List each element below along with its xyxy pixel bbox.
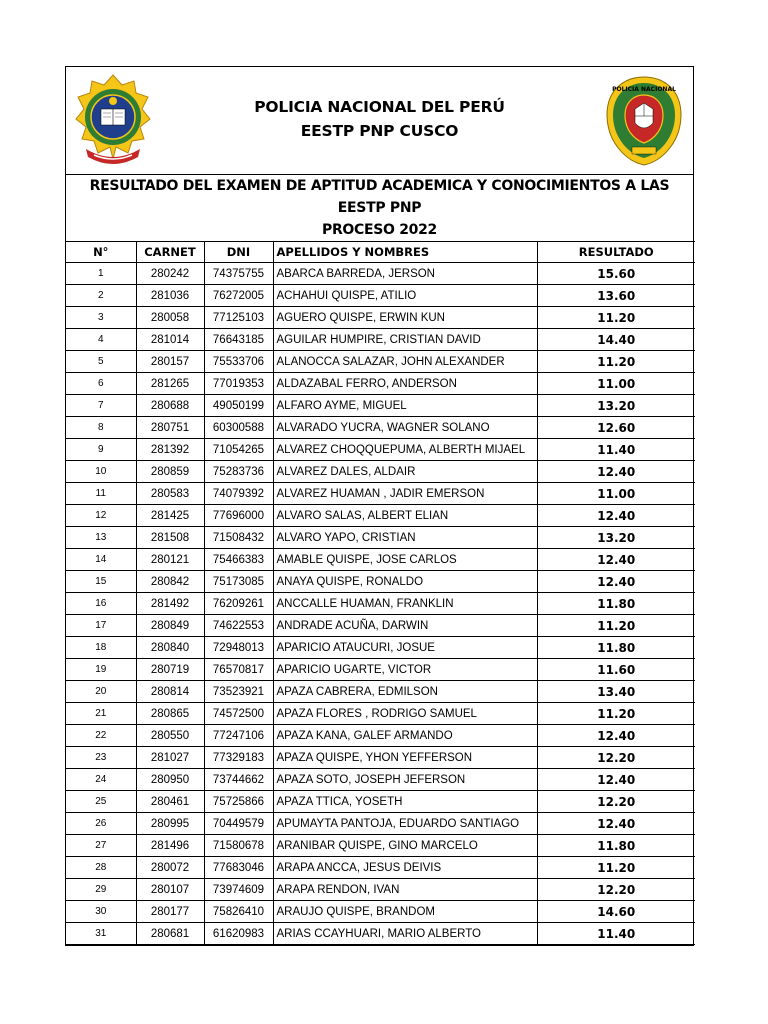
cell-nombre: APARICIO UGARTE, VICTOR	[273, 659, 537, 681]
cell-nombre: ALDAZABAL FERRO, ANDERSON	[273, 373, 537, 395]
cell-dni: 72948013	[204, 637, 273, 659]
header-titles	[166, 95, 593, 143]
cell-dni: 73974609	[204, 879, 273, 901]
cell-nombre: APAZA KANA, GALEF ARMANDO	[273, 725, 537, 747]
table-row	[66, 483, 695, 505]
column-header-nombres: APELLIDOS Y NOMBRES	[273, 242, 537, 263]
cell-resultado: 12.40	[537, 571, 695, 593]
cell-dni: 75283736	[204, 461, 273, 483]
cell-num: 1	[66, 263, 136, 285]
cell-carnet: 280157	[136, 351, 204, 373]
cell-nombre: ALVARADO YUCRA, WAGNER SOLANO	[273, 417, 537, 439]
table-row	[66, 417, 695, 439]
cell-nombre: ARANIBAR QUISPE, GINO MARCELO	[273, 835, 537, 857]
cell-num: 11	[66, 483, 136, 505]
column-header-carnet: CARNET	[136, 242, 204, 263]
cell-carnet: 280177	[136, 901, 204, 923]
cell-resultado: 11.80	[537, 835, 695, 857]
column-header-dni: DNI	[204, 242, 273, 263]
cell-dni: 73744662	[204, 769, 273, 791]
cell-nombre: APAZA QUISPE, YHON YEFFERSON	[273, 747, 537, 769]
cell-resultado: 14.60	[537, 901, 695, 923]
cell-nombre: ALVAREZ CHOQQUEPUMA, ALBERTH MIJAEL	[273, 439, 537, 461]
table-row	[66, 527, 695, 549]
cell-nombre: ALVAREZ HUAMAN , JADIR EMERSON	[273, 483, 537, 505]
cell-nombre: ALVARO SALAS, ALBERT ELIAN	[273, 505, 537, 527]
table-row	[66, 263, 695, 285]
cell-dni: 74572500	[204, 703, 273, 725]
cell-dni: 77696000	[204, 505, 273, 527]
cell-resultado: 13.60	[537, 285, 695, 307]
cell-carnet: 280849	[136, 615, 204, 637]
cell-num: 29	[66, 879, 136, 901]
cell-dni: 60300588	[204, 417, 273, 439]
header-title-line2: EESTP PNP CUSCO	[300, 122, 459, 140]
cell-carnet: 281265	[136, 373, 204, 395]
subtitle-line3: PROCESO 2022	[321, 222, 437, 238]
cell-nombre: ANDRADE ACUÑA, DARWIN	[273, 615, 537, 637]
cell-carnet: 280719	[136, 659, 204, 681]
cell-resultado: 11.20	[537, 307, 695, 329]
table-row	[66, 549, 695, 571]
cell-nombre: APAZA FLORES , RODRIGO SAMUEL	[273, 703, 537, 725]
cell-resultado: 11.80	[537, 593, 695, 615]
cell-num: 30	[66, 901, 136, 923]
cell-carnet: 280751	[136, 417, 204, 439]
cell-num: 10	[66, 461, 136, 483]
cell-nombre: ARAPA ANCCA, JESUS DEIVIS	[273, 857, 537, 879]
cell-dni: 75466383	[204, 549, 273, 571]
cell-num: 31	[66, 923, 136, 945]
cell-num: 26	[66, 813, 136, 835]
cell-num: 3	[66, 307, 136, 329]
results-table	[66, 241, 695, 945]
cell-num: 21	[66, 703, 136, 725]
table-row	[66, 725, 695, 747]
cell-carnet: 280058	[136, 307, 204, 329]
cell-resultado: 11.40	[537, 923, 695, 945]
cell-num: 5	[66, 351, 136, 373]
cell-nombre: APAZA TTICA, YOSETH	[273, 791, 537, 813]
cell-dni: 75173085	[204, 571, 273, 593]
cell-num: 9	[66, 439, 136, 461]
cell-nombre: APARICIO ATAUCURI, JOSUE	[273, 637, 537, 659]
table-row	[66, 637, 695, 659]
cell-num: 23	[66, 747, 136, 769]
cell-carnet: 280950	[136, 769, 204, 791]
cell-dni: 75826410	[204, 901, 273, 923]
cell-nombre: AGUERO QUISPE, ERWIN KUN	[273, 307, 537, 329]
policia-nacional-badge-icon	[605, 75, 683, 167]
cell-num: 25	[66, 791, 136, 813]
cell-resultado: 12.40	[537, 505, 695, 527]
table-row	[66, 769, 695, 791]
document-header	[66, 67, 693, 175]
document-subtitle	[66, 175, 693, 241]
cell-resultado: 13.40	[537, 681, 695, 703]
cell-carnet: 280550	[136, 725, 204, 747]
cell-num: 2	[66, 285, 136, 307]
cell-num: 7	[66, 395, 136, 417]
table-row	[66, 791, 695, 813]
cell-nombre: ARAUJO QUISPE, BRANDOM	[273, 901, 537, 923]
table-row	[66, 439, 695, 461]
cell-carnet: 280865	[136, 703, 204, 725]
table-row	[66, 681, 695, 703]
table-row	[66, 571, 695, 593]
cell-carnet: 280814	[136, 681, 204, 703]
table-row	[66, 593, 695, 615]
cell-resultado: 12.20	[537, 791, 695, 813]
cell-nombre: APAZA SOTO, JOSEPH JEFERSON	[273, 769, 537, 791]
cell-dni: 61620983	[204, 923, 273, 945]
cell-nombre: ANAYA QUISPE, RONALDO	[273, 571, 537, 593]
table-row	[66, 923, 695, 945]
cell-dni: 71580678	[204, 835, 273, 857]
cell-dni: 74375755	[204, 263, 273, 285]
cell-num: 28	[66, 857, 136, 879]
cell-num: 8	[66, 417, 136, 439]
cell-resultado: 11.60	[537, 659, 695, 681]
table-row	[66, 835, 695, 857]
table-header-row	[66, 242, 695, 263]
cell-resultado: 11.00	[537, 373, 695, 395]
table-row	[66, 857, 695, 879]
cell-resultado: 11.20	[537, 351, 695, 373]
table-row	[66, 461, 695, 483]
subtitle-line1: RESULTADO DEL EXAMEN DE APTITUD ACADEMICA Y CONOCIMIENTOS A LAS	[89, 178, 670, 194]
cell-num: 19	[66, 659, 136, 681]
cell-carnet: 281392	[136, 439, 204, 461]
cell-resultado: 12.20	[537, 879, 695, 901]
cell-resultado: 12.40	[537, 769, 695, 791]
header-title-line1: POLICIA NACIONAL DEL PERÚ	[254, 98, 505, 116]
cell-resultado: 13.20	[537, 527, 695, 549]
cell-resultado: 11.40	[537, 439, 695, 461]
cell-resultado: 11.20	[537, 615, 695, 637]
cell-nombre: ALVARO YAPO, CRISTIAN	[273, 527, 537, 549]
cell-resultado: 12.40	[537, 549, 695, 571]
subtitle-line2: EESTP PNP	[337, 200, 422, 216]
cell-nombre: ARIAS CCAYHUARI, MARIO ALBERTO	[273, 923, 537, 945]
cell-nombre: ARAPA RENDON, IVAN	[273, 879, 537, 901]
cell-carnet: 280121	[136, 549, 204, 571]
cell-carnet: 280681	[136, 923, 204, 945]
cell-nombre: ALFARO AYME, MIGUEL	[273, 395, 537, 417]
column-header-resultado: RESULTADO	[537, 242, 695, 263]
cell-carnet: 280859	[136, 461, 204, 483]
cell-carnet: 280242	[136, 263, 204, 285]
cell-dni: 71508432	[204, 527, 273, 549]
cell-carnet: 281508	[136, 527, 204, 549]
cell-num: 22	[66, 725, 136, 747]
cell-dni: 77329183	[204, 747, 273, 769]
cell-num: 12	[66, 505, 136, 527]
cell-dni: 77019353	[204, 373, 273, 395]
cell-carnet: 280840	[136, 637, 204, 659]
cell-nombre: ABARCA BARREDA, JERSON	[273, 263, 537, 285]
cell-resultado: 11.00	[537, 483, 695, 505]
cell-resultado: 12.40	[537, 813, 695, 835]
school-crest-emblem-icon	[72, 73, 154, 167]
table-row	[66, 285, 695, 307]
cell-nombre: ALANOCCA SALAZAR, JOHN ALEXANDER	[273, 351, 537, 373]
cell-dni: 70449579	[204, 813, 273, 835]
cell-nombre: APUMAYTA PANTOJA, EDUARDO SANTIAGO	[273, 813, 537, 835]
cell-num: 27	[66, 835, 136, 857]
table-row	[66, 813, 695, 835]
cell-num: 13	[66, 527, 136, 549]
cell-nombre: APAZA CABRERA, EDMILSON	[273, 681, 537, 703]
table-row	[66, 879, 695, 901]
cell-dni: 76272005	[204, 285, 273, 307]
cell-dni: 76570817	[204, 659, 273, 681]
cell-num: 16	[66, 593, 136, 615]
cell-resultado: 13.20	[537, 395, 695, 417]
cell-dni: 74079392	[204, 483, 273, 505]
table-row	[66, 747, 695, 769]
cell-resultado: 14.40	[537, 329, 695, 351]
cell-carnet: 281496	[136, 835, 204, 857]
cell-resultado: 11.20	[537, 857, 695, 879]
cell-nombre: ALVAREZ DALES, ALDAIR	[273, 461, 537, 483]
table-row	[66, 395, 695, 417]
cell-carnet: 281036	[136, 285, 204, 307]
cell-resultado: 12.60	[537, 417, 695, 439]
cell-nombre: ANCCALLE HUAMAN, FRANKLIN	[273, 593, 537, 615]
table-row	[66, 373, 695, 395]
cell-num: 15	[66, 571, 136, 593]
table-row	[66, 505, 695, 527]
cell-num: 4	[66, 329, 136, 351]
cell-dni: 76643185	[204, 329, 273, 351]
column-header-num: N°	[66, 242, 136, 263]
cell-dni: 73523921	[204, 681, 273, 703]
cell-num: 17	[66, 615, 136, 637]
cell-resultado: 15.60	[537, 263, 695, 285]
document-sheet	[65, 66, 694, 946]
table-row	[66, 615, 695, 637]
cell-num: 20	[66, 681, 136, 703]
cell-num: 14	[66, 549, 136, 571]
cell-carnet: 281425	[136, 505, 204, 527]
cell-nombre: AGUILAR HUMPIRE, CRISTIAN DAVID	[273, 329, 537, 351]
table-row	[66, 659, 695, 681]
table-row	[66, 351, 695, 373]
cell-dni: 49050199	[204, 395, 273, 417]
cell-num: 18	[66, 637, 136, 659]
cell-carnet: 280688	[136, 395, 204, 417]
cell-dni: 71054265	[204, 439, 273, 461]
cell-resultado: 12.40	[537, 461, 695, 483]
cell-carnet: 281014	[136, 329, 204, 351]
svg-text:POLICIA NACIONAL: POLICIA NACIONAL	[612, 86, 676, 93]
cell-dni: 74622553	[204, 615, 273, 637]
cell-resultado: 12.20	[537, 747, 695, 769]
cell-dni: 75725866	[204, 791, 273, 813]
cell-dni: 77247106	[204, 725, 273, 747]
cell-nombre: ACHAHUI QUISPE, ATILIO	[273, 285, 537, 307]
cell-carnet: 281492	[136, 593, 204, 615]
table-row	[66, 703, 695, 725]
cell-carnet: 280107	[136, 879, 204, 901]
cell-dni: 75533706	[204, 351, 273, 373]
cell-carnet: 280995	[136, 813, 204, 835]
cell-nombre: AMABLE QUISPE, JOSE CARLOS	[273, 549, 537, 571]
cell-carnet: 280461	[136, 791, 204, 813]
table-row	[66, 901, 695, 923]
cell-dni: 77125103	[204, 307, 273, 329]
cell-resultado: 12.40	[537, 725, 695, 747]
cell-carnet: 280072	[136, 857, 204, 879]
cell-carnet: 281027	[136, 747, 204, 769]
cell-resultado: 11.80	[537, 637, 695, 659]
cell-dni: 76209261	[204, 593, 273, 615]
cell-carnet: 280583	[136, 483, 204, 505]
cell-num: 6	[66, 373, 136, 395]
cell-resultado: 11.20	[537, 703, 695, 725]
table-row	[66, 307, 695, 329]
cell-dni: 77683046	[204, 857, 273, 879]
cell-carnet: 280842	[136, 571, 204, 593]
table-row	[66, 329, 695, 351]
cell-num: 24	[66, 769, 136, 791]
